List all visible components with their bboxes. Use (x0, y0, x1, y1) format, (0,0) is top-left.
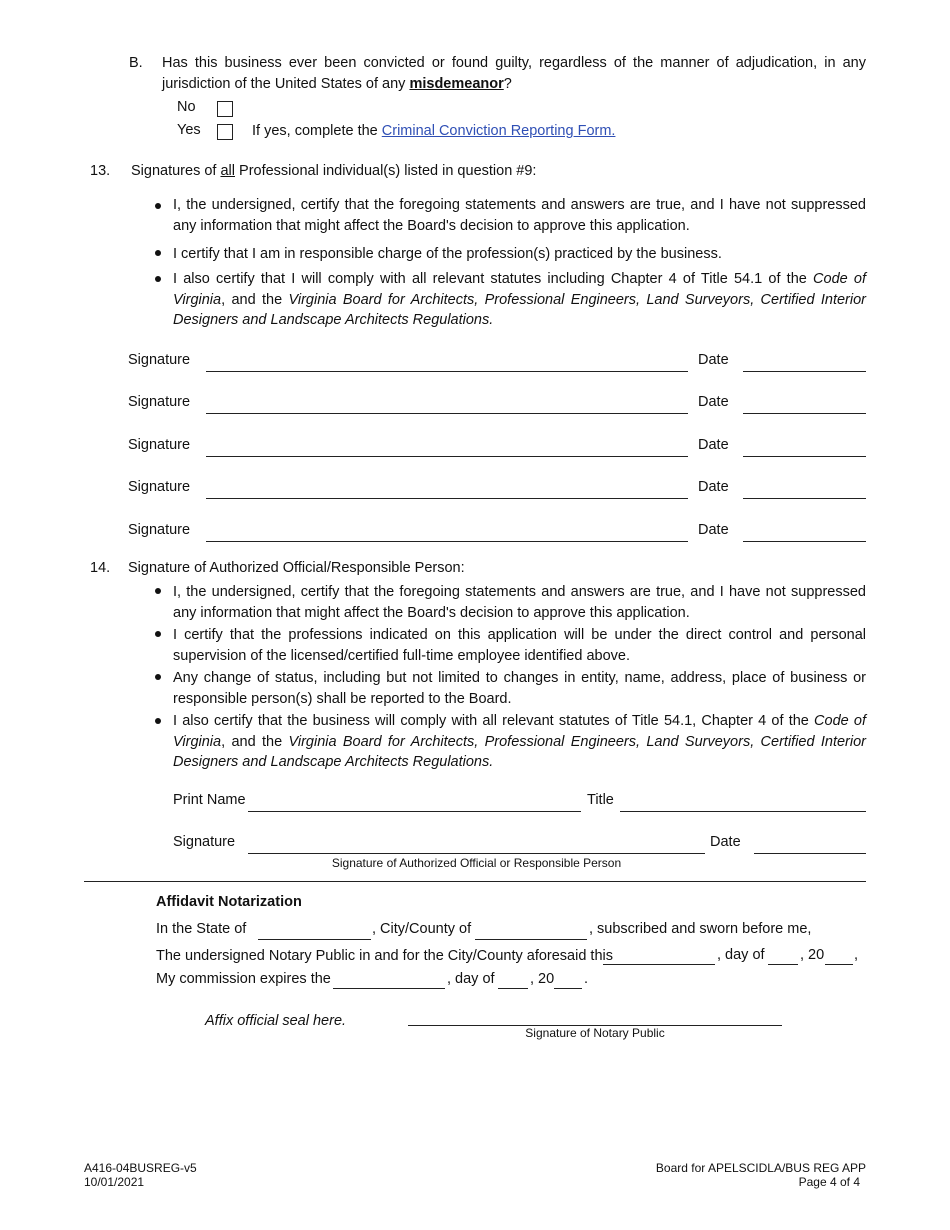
regulations-title: Virginia Board for Architects, Professional Engineers, Land Surveyors, Certified Interior Designers and Landscape Architects Regulations. (173, 733, 866, 770)
notary-signature-caption: Signature of Notary Public (525, 1026, 665, 1040)
date-label: Date (698, 437, 729, 453)
notary-day-line[interactable] (603, 964, 715, 965)
question-14-heading: Signature of Authorized Official/Responsible Person: (128, 560, 465, 576)
code-of-virginia-title: Code of Virginia (173, 271, 866, 308)
signature-label: Signature (128, 352, 191, 368)
signature-label: Signature (128, 479, 191, 495)
q14-statutes-statement (173, 711, 866, 773)
date-line-1[interactable] (743, 371, 866, 372)
question-12b-text-start: Has this business ever been convicted or found guilty, regardless of the manner of adjudication, in any jurisdiction of the United States of any (162, 55, 866, 92)
commission-day-of-label: , day of (447, 971, 495, 987)
page-number: Page 4 of 4 (798, 1175, 860, 1189)
q14-supervision-statement: I certify that the professions indicated on this application will be under the direct control and personal supervision of the licensed/certified full-time employee identified above. (173, 627, 866, 664)
signature-line-1[interactable] (206, 371, 688, 372)
no-label: No (177, 99, 196, 115)
commission-period: . (584, 971, 589, 987)
q13-certify-statement: I, the undersigned, certify that the foregoing statements and answers are true, and I have not suppressed any information that might affect the Board's decision to approve this application. (173, 197, 866, 234)
print-name-line[interactable] (248, 811, 581, 812)
q13-statutes-statement (173, 269, 866, 331)
section-divider (84, 881, 866, 882)
commission-month-line[interactable] (498, 988, 528, 989)
date-line-2[interactable] (743, 413, 866, 414)
question-12b-letter: B. (129, 55, 143, 71)
official-signature-caption: Signature of Authorized Official or Responsible Person (331, 856, 622, 870)
question-13-heading-end: Professional individual(s) listed in question #9: (235, 163, 537, 179)
date-line-4[interactable] (743, 498, 866, 499)
yes-checkbox[interactable] (217, 124, 233, 140)
title-label: Title (587, 792, 614, 808)
city-county-line[interactable] (475, 939, 587, 940)
official-signature-line[interactable] (248, 853, 705, 854)
signature-line-5[interactable] (206, 541, 688, 542)
q14-statutes-text-mid: , and the (221, 733, 289, 750)
bullet-icon (155, 674, 161, 680)
question-13-heading-start: Signatures of (131, 163, 221, 179)
question-13-number: 13. (90, 163, 111, 179)
bullet-icon (155, 588, 161, 594)
official-date-line[interactable] (754, 853, 866, 854)
sworn-label: , subscribed and sworn before me, (589, 921, 812, 937)
bullet-icon (155, 250, 161, 256)
question-12b-text (162, 53, 866, 94)
footer-right (656, 1161, 866, 1189)
signature-label: Signature (128, 437, 191, 453)
all-term: all (220, 163, 235, 179)
print-name-label: Print Name (173, 792, 246, 808)
official-signature-label: Signature (173, 834, 236, 850)
q13-statutes-text-mid: , and the (221, 291, 289, 308)
official-date-label: Date (710, 834, 741, 850)
state-line[interactable] (258, 939, 371, 940)
date-line-3[interactable] (743, 456, 866, 457)
commission-year-prefix: , 20 (530, 971, 555, 987)
yes-instruction-text: If yes, complete the (252, 123, 382, 139)
year-prefix-label: , 20 (800, 947, 825, 963)
q14-certify-statement: I, the undersigned, certify that the foregoing statements and answers are true, and I have not suppressed any information that might affect the Board's decision to approve this application. (173, 584, 866, 621)
signature-label: Signature (128, 394, 191, 410)
yes-label: Yes (177, 122, 201, 138)
notary-year-line[interactable] (825, 964, 853, 965)
board-name: Board for APELSCIDLA/BUS REG APP (655, 1161, 866, 1175)
commission-label: My commission expires the (156, 971, 331, 987)
form-date: 10/01/2021 (84, 1175, 145, 1189)
signature-label: Signature (128, 522, 191, 538)
no-checkbox[interactable] (217, 101, 233, 117)
bullet-icon (155, 203, 161, 209)
date-line-5[interactable] (743, 541, 866, 542)
affidavit-heading: Affidavit Notarization (156, 894, 302, 910)
day-of-label: , day of (717, 947, 765, 963)
signature-line-2[interactable] (206, 413, 688, 414)
bullet-icon (155, 276, 161, 282)
footer-left (84, 1161, 197, 1189)
notary-comma: , (854, 947, 859, 963)
question-14-number: 14. (90, 560, 111, 576)
yes-instruction (252, 123, 615, 139)
bullet-icon (155, 718, 161, 724)
date-label: Date (698, 394, 729, 410)
signature-line-3[interactable] (206, 456, 688, 457)
title-line[interactable] (620, 811, 866, 812)
bullet-icon (155, 631, 161, 637)
q13-statutes-text-start: I also certify that I will comply with all relevant statutes including Chapter 4 of Title 54.1 of the (173, 271, 814, 287)
notary-month-line[interactable] (768, 964, 798, 965)
date-label: Date (698, 522, 729, 538)
date-label: Date (698, 352, 729, 368)
form-code: A416-04BUSREG-v5 (84, 1161, 197, 1175)
question-12b-text-end: ? (503, 75, 512, 92)
notary-statement: The undersigned Notary Public in and for the City/County aforesaid this (156, 948, 613, 964)
code-of-virginia-title: Code of Virginia (173, 713, 866, 750)
q14-statutes-text-start: I also certify that the business will comply with all relevant statutes of Title 54.1, Chapter 4 of the (173, 713, 815, 729)
signature-line-4[interactable] (206, 498, 688, 499)
date-label: Date (698, 479, 729, 495)
seal-instruction: Affix official seal here. (205, 1013, 347, 1029)
commission-year-line[interactable] (554, 988, 582, 989)
state-label: In the State of (156, 921, 247, 937)
commission-day-line[interactable] (333, 988, 445, 989)
regulations-title: Virginia Board for Architects, Professional Engineers, Land Surveyors, Certified Interior Designers and Landscape Architects Regulations. (173, 291, 866, 328)
misdemeanor-term: misdemeanor (409, 75, 504, 92)
q13-responsible-charge-statement: I certify that I am in responsible charge of the profession(s) practiced by the business. (173, 246, 722, 262)
q14-change-of-status-statement: Any change of status, including but not limited to changes in entity, name, address, place of business or responsible person(s) shall be reported to the Board. (173, 670, 866, 707)
city-county-label: , City/County of (372, 921, 472, 937)
criminal-conviction-form-link[interactable]: Criminal Conviction Reporting Form. (381, 123, 616, 139)
question-13-heading (131, 163, 536, 179)
